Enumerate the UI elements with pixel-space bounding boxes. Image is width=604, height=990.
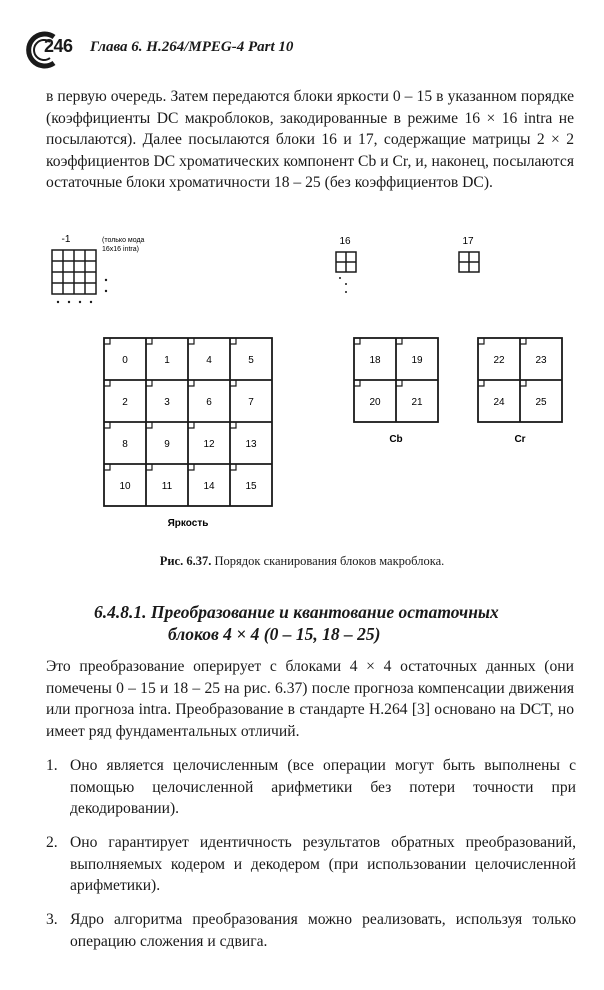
cr-block-label: 24 [493, 397, 505, 408]
dc-note-line2: 16x16 intra) [102, 246, 139, 253]
luma-block-label: 10 [119, 481, 131, 492]
macroblock-diagram [40, 228, 580, 538]
luma-block-label: 8 [122, 439, 128, 450]
list-item-number: 2. [46, 834, 58, 851]
page-number: 246 [44, 36, 73, 56]
luma-block-label: 5 [248, 355, 254, 366]
cb-block-label: 20 [369, 397, 381, 408]
luma-block-label: 11 [161, 481, 173, 492]
section-heading-line1: 6.4.8.1. Преобразование и квантование остаточных [94, 602, 499, 622]
page-header [24, 30, 584, 70]
section-paragraph: Это преобразование оперирует с блоками 4 × 4 остаточных данных (они помечены 0 – 15 и 18 – 25 на рис. 6.37) после прогноза компенсации движения или прогноза intra. Преобразование в стандарте H.264 [3] основано на DCT, но имеет ряд фундаментальных отличий. [46, 658, 574, 740]
section-heading-line2: блоков 4 × 4 (0 – 15, 18 – 25) [168, 624, 381, 644]
luma-block-label: 12 [203, 439, 215, 450]
list-item-number: 1. [46, 757, 58, 774]
figure-number: Рис. 6.37. [159, 554, 212, 568]
figure-caption-text: Порядок сканирования блоков макроблока. [214, 554, 445, 568]
cr-block-label: 25 [535, 397, 547, 408]
cr-block-label: 22 [493, 355, 505, 366]
running-head: Глава 6. H.264/MPEG-4 Part 10 [90, 39, 294, 55]
list-item [46, 832, 576, 897]
cr-blocks-grid [478, 338, 562, 445]
intro-paragraph: в первую очередь. Затем передаются блоки яркости 0 – 15 в указанном порядке (коэффициенты DC макроблоков, закодированные в режиме 16 × 16 intra не посылаются). Далее посылаются блоки 16 и 17, содержащие матрицы 2 × 2 коэффициентов DC хроматических компонент Cb и Cr, и, наконец, посылаются остаточные блоки хроматичности 18 – 25 (без коэффициентов DC). [46, 88, 574, 191]
dc-block-label: -1 [61, 234, 71, 245]
luma-block-label: 13 [245, 439, 257, 450]
luma-label: Яркость [167, 518, 209, 529]
dc-note-line1: (только мода [102, 237, 145, 244]
cb-label: Cb [389, 434, 403, 445]
cb-block-label: 18 [369, 355, 381, 366]
luma-blocks-grid [104, 338, 272, 529]
luma-block-label: 15 [245, 481, 257, 492]
cb-block-label: 21 [411, 397, 423, 408]
list-item [46, 755, 576, 820]
luma-block-label: 0 [122, 355, 128, 366]
cb-dc-block [336, 252, 356, 272]
luma-block-label: 14 [203, 481, 215, 492]
cr-dc-block [459, 252, 479, 272]
list-item-text: Оно гарантирует идентичность результатов обратных преобразований, выполняемых кодером и декодером (при использовании целочисленной арифметики). [70, 834, 576, 894]
luma-block-label: 1 [164, 355, 170, 366]
cr-dc-label: 17 [462, 236, 474, 247]
list-item [46, 909, 576, 952]
figure-caption [40, 554, 564, 569]
section-heading [94, 601, 499, 645]
luma-block-label: 9 [164, 439, 170, 450]
luma-block-label: 3 [164, 397, 170, 408]
cb-block-label: 19 [411, 355, 423, 366]
cb-dc-dots [339, 277, 347, 293]
list-item-text: Оно является целочисленным (все операции могут быть выполнены с помощью целочисленной арифметики без потери точности при декодировании). [70, 757, 576, 817]
luma-block-label: 4 [206, 355, 212, 366]
list-item-number: 3. [46, 911, 58, 928]
cb-dc-label: 16 [339, 236, 351, 247]
luma-block-label: 2 [122, 397, 128, 408]
cb-blocks-grid [354, 338, 438, 445]
cr-label: Cr [514, 434, 526, 445]
cr-block-label: 23 [535, 355, 547, 366]
list-item-text: Ядро алгоритма преобразования можно реализовать, используя только операцию сложения и сдвига. [70, 911, 576, 950]
dc-luma-grid [52, 250, 96, 294]
luma-block-label: 6 [206, 397, 212, 408]
luma-block-label: 7 [248, 397, 254, 408]
figure-macroblock-scan-order [40, 228, 580, 538]
